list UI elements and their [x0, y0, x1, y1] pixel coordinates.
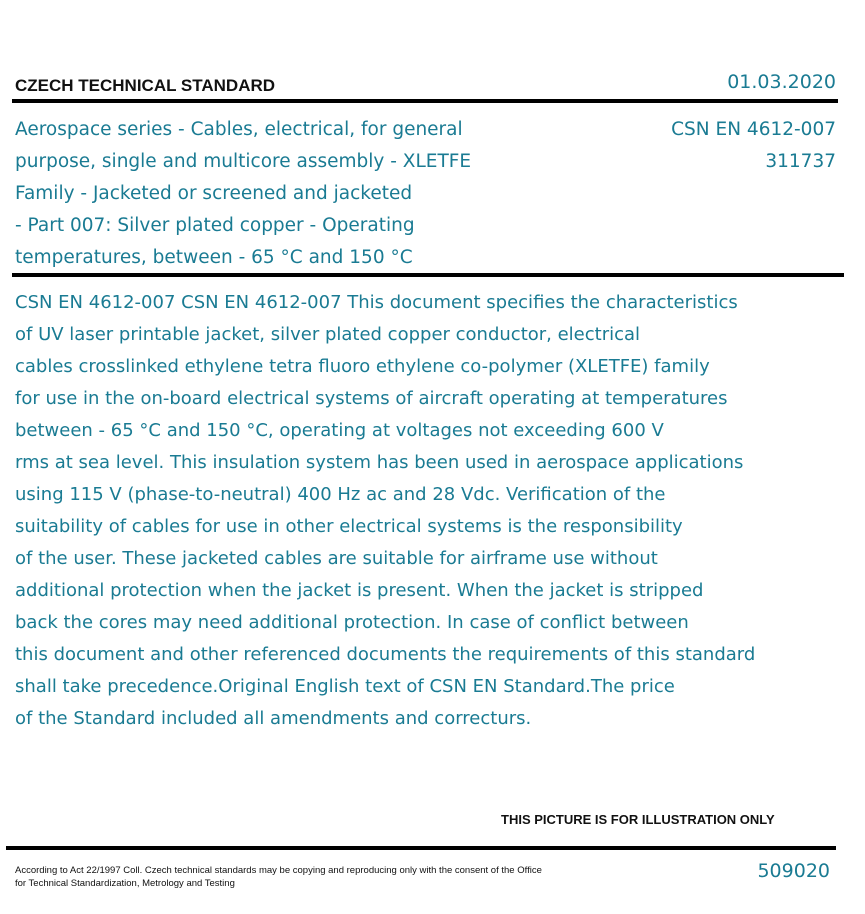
standard-description [15, 287, 835, 735]
title-line: purpose, single and multicore assembly - XLETFE [15, 151, 472, 172]
standard-code: CSN EN 4612-007 [671, 119, 836, 140]
description-line: back the cores may need additional protection. In case of conflict between [15, 612, 689, 633]
standard-number: 311737 [765, 151, 836, 172]
standard-codes [671, 114, 836, 178]
description-line: shall take precedence.Original English text of CSN EN Standard.The price [15, 676, 675, 697]
document-heading: CZECH TECHNICAL STANDARD [15, 76, 276, 95]
description-line: rms at sea level. This insulation system has been used in aerospace applications [15, 452, 744, 473]
legal-notice-line: for Technical Standardization, Metrology and Testing [15, 878, 235, 889]
publication-date: 01.03.2020 [727, 71, 836, 93]
description-line: of the Standard included all amendments and correcturs. [15, 708, 532, 729]
title-line: Aerospace series - Cables, electrical, for general [15, 119, 463, 140]
footer-divider [6, 846, 836, 850]
description-line: cables crosslinked ethylene tetra fluoro ethylene co-polymer (XLETFE) family [15, 356, 710, 377]
description-line: for use in the on-board electrical systems of aircraft operating at temperatures [15, 388, 728, 409]
description-line: CSN EN 4612-007 CSN EN 4612-007 This document specifies the characteristics [15, 292, 738, 313]
catalog-code: 509020 [757, 860, 830, 882]
description-line: suitability of cables for use in other electrical systems is the responsibility [15, 516, 683, 537]
illustration-disclaimer: THIS PICTURE IS FOR ILLUSTRATION ONLY [501, 812, 775, 827]
legal-notice-line: According to Act 22/1997 Coll. Czech technical standards may be copying and reproducing only with the consent of the Office [15, 865, 542, 876]
title-line: temperatures, between - 65 °C and 150 °C [15, 247, 413, 268]
description-line: this document and other referenced documents the requirements of this standard [15, 644, 756, 665]
header-divider [12, 99, 838, 103]
description-line: between - 65 °C and 150 °C, operating at voltages not exceeding 600 V [15, 420, 664, 441]
standard-title [15, 114, 535, 274]
description-line: using 115 V (phase-to-neutral) 400 Hz ac and 28 Vdc. Verification of the [15, 484, 666, 505]
description-line: additional protection when the jacket is present. When the jacket is stripped [15, 580, 704, 601]
title-line: Family - Jacketed or screened and jacketed [15, 183, 413, 204]
description-line: of the user. These jacketed cables are suitable for airframe use without [15, 548, 658, 569]
description-line: of UV laser printable jacket, silver plated copper conductor, electrical [15, 324, 641, 345]
title-divider [12, 273, 844, 277]
legal-notice [15, 864, 615, 890]
title-line: - Part 007: Silver plated copper - Operating [15, 215, 415, 236]
